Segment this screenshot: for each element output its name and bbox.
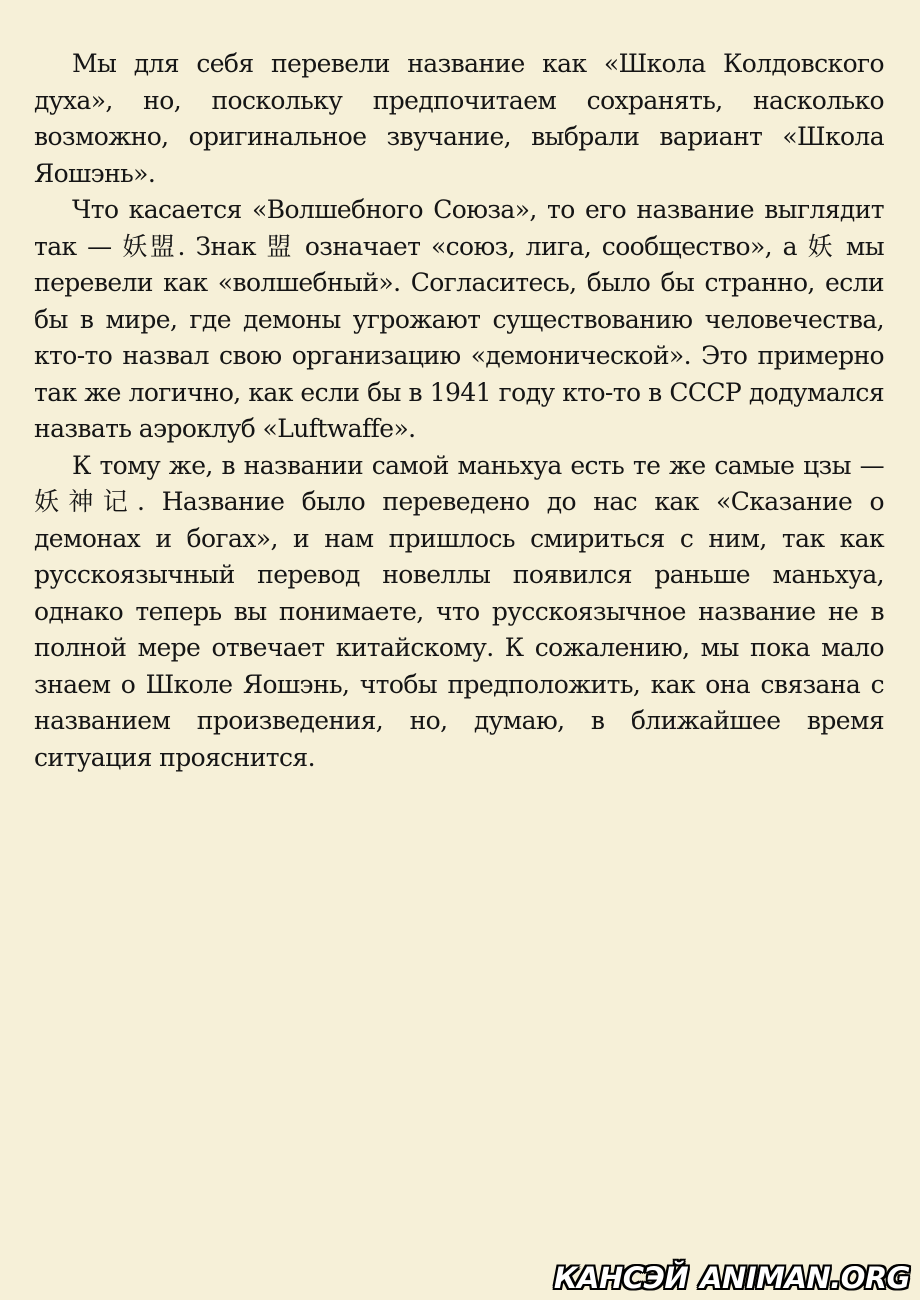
watermark-site: ANIMAN.ORG bbox=[700, 1261, 910, 1295]
translator-note bbox=[34, 46, 884, 776]
watermark bbox=[553, 1261, 910, 1295]
paragraph-title-translation: К тому же, в названии самой маньхуа есть те же самые цзы — 妖神记. Название было переведено до нас как «Сказание о демонах и богах», и нам пришлось смириться с ним, так как русскоязычный перевод новеллы появился раньше маньхуа, однако теперь вы понимаете, что русскоязычное название не в полной мере отвечает китайскому. К сожалению, мы пока мало знаем о Школе Яошэнь, чтобы предположить, как она связана с названием произведения, но, думаю, в ближайшее время ситуация прояснится. bbox=[34, 450, 884, 772]
watermark-team: КАНСЭЙ bbox=[553, 1261, 689, 1295]
paragraph-union-name: Что касается «Волшебного Союза», то его название выглядит так — 妖盟. Знак 盟 означает «союз, лига, сообщество», а 妖 мы перевели как «волшебный». Согласитесь, было бы странно, если бы в мире, где демоны угрожают существованию человечества, кто-то назвал свою организацию «демонической». Это примерно так же логично, как если бы в 1941 году кто-то в СССР додумался назвать аэроклуб «Luftwaffe». bbox=[34, 195, 884, 443]
paragraph-school-name: Мы для себя перевели название как «Школа Колдовского духа», но, поскольку предпочитаем сохранять, насколько возможно, оригинальное звучание, выбрали вариант «Школа Яошэнь». bbox=[34, 49, 884, 188]
